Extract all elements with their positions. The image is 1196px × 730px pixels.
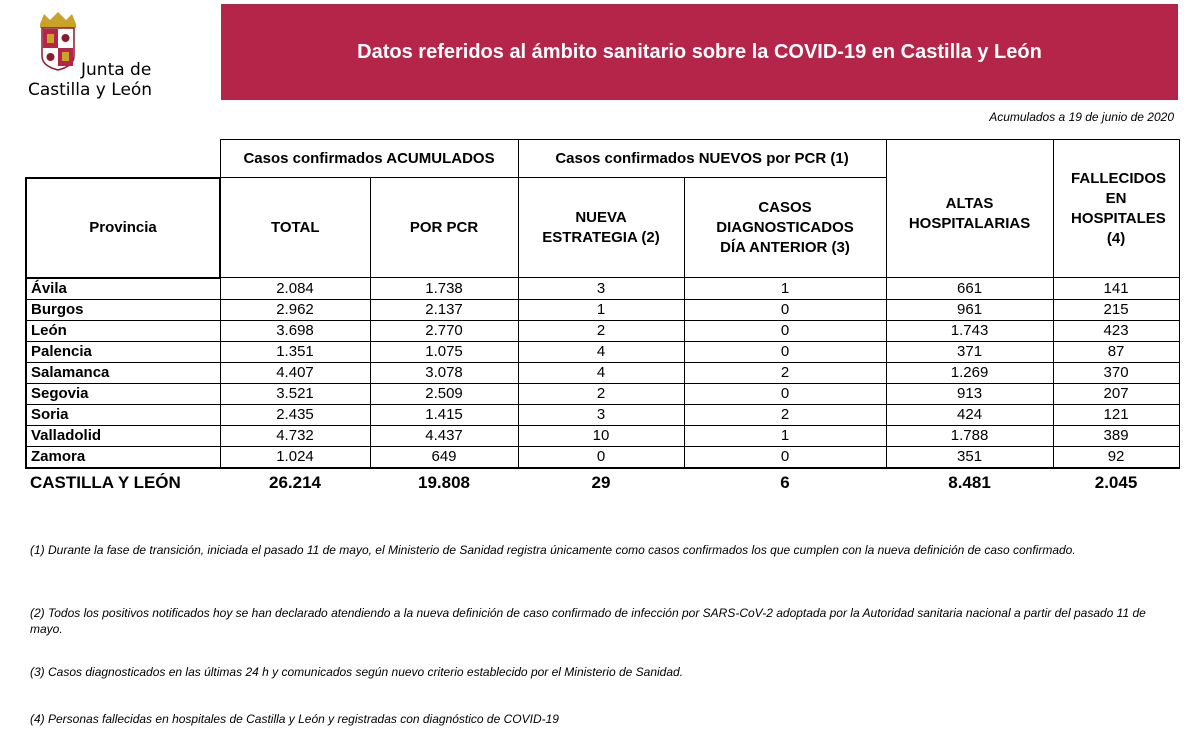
header-group-nuevos: Casos confirmados NUEVOS por PCR (1) — [518, 140, 886, 178]
cell-nueva-estrategia: 0 — [518, 446, 684, 468]
table-row — [26, 320, 1179, 341]
header-provincia: Provincia — [26, 178, 220, 278]
cell-provincia: Soria — [26, 404, 220, 425]
header-casos-dia-anterior: CASOS DIAGNOSTICADOS DÍA ANTERIOR (3) — [684, 178, 886, 278]
cell-fallecidos: 207 — [1053, 383, 1179, 404]
cell-fallecidos: 215 — [1053, 299, 1179, 320]
cell-total: 1.024 — [220, 446, 370, 468]
cell-dia-anterior: 0 — [684, 299, 886, 320]
cell-dia-anterior: 2 — [684, 404, 886, 425]
cell-por-pcr: 2.509 — [370, 383, 518, 404]
cell-total: 4.732 — [220, 425, 370, 446]
cell-provincia: León — [26, 320, 220, 341]
cell-por-pcr: 2.137 — [370, 299, 518, 320]
covid-data-table — [25, 139, 1180, 497]
cell-fallecidos: 389 — [1053, 425, 1179, 446]
total-altas: 8.481 — [886, 468, 1053, 497]
cell-total: 1.351 — [220, 341, 370, 362]
cell-altas: 1.269 — [886, 362, 1053, 383]
table-row — [26, 404, 1179, 425]
footnote-3: (3) Casos diagnosticados en las últimas 24 h y comunicados según nuevo criterio establecido por el Ministerio de Sanidad. — [30, 665, 684, 679]
cell-nueva-estrategia: 4 — [518, 341, 684, 362]
cell-provincia: Valladolid — [26, 425, 220, 446]
total-label: CASTILLA Y LEÓN — [26, 468, 220, 497]
total-dia-anterior: 6 — [684, 468, 886, 497]
cell-por-pcr: 2.770 — [370, 320, 518, 341]
cell-dia-anterior: 0 — [684, 341, 886, 362]
footnote-2: (2) Todos los positivos notificados hoy se han declarado atendiendo a la nueva definición de caso confirmado de infección por SARS-CoV-2 adoptada por la Autoridad sanitaria nacional a partir del pasado 11 de mayo. — [30, 606, 1146, 636]
cell-total: 2.962 — [220, 299, 370, 320]
cell-altas: 961 — [886, 299, 1053, 320]
cell-por-pcr: 649 — [370, 446, 518, 468]
cell-nueva-estrategia: 2 — [518, 320, 684, 341]
cell-altas: 1.788 — [886, 425, 1053, 446]
logo-line-2: Castilla y León — [28, 80, 153, 100]
footnote-1: (1) Durante la fase de transición, iniciada el pasado 11 de mayo, el Ministerio de Sanidad registra únicamente como casos confirmados los que cumplen con la nueva definición de caso confirmado. — [30, 543, 1076, 557]
cell-por-pcr: 4.437 — [370, 425, 518, 446]
total-por-pcr: 19.808 — [370, 468, 518, 497]
cell-por-pcr: 3.078 — [370, 362, 518, 383]
cell-provincia: Palencia — [26, 341, 220, 362]
header-altas: ALTAS HOSPITALARIAS — [886, 140, 1053, 278]
footnote-4: (4) Personas fallecidas en hospitales de Castilla y León y registradas con diagnóstico de COVID-19 — [30, 712, 559, 726]
cell-altas: 913 — [886, 383, 1053, 404]
cell-total: 2.435 — [220, 404, 370, 425]
cell-provincia: Ávila — [26, 278, 220, 300]
cell-total: 2.084 — [220, 278, 370, 300]
total-row — [26, 468, 1179, 497]
date-note: Acumulados a 19 de junio de 2020 — [989, 110, 1174, 124]
cell-nueva-estrategia: 4 — [518, 362, 684, 383]
cell-fallecidos: 87 — [1053, 341, 1179, 362]
header-group-acumulados: Casos confirmados ACUMULADOS — [220, 140, 518, 178]
cell-altas: 1.743 — [886, 320, 1053, 341]
cell-fallecidos: 141 — [1053, 278, 1179, 300]
junta-logo — [26, 10, 186, 100]
cell-altas: 661 — [886, 278, 1053, 300]
total-total: 26.214 — [220, 468, 370, 497]
cell-provincia: Segovia — [26, 383, 220, 404]
cell-total: 3.521 — [220, 383, 370, 404]
cell-dia-anterior: 0 — [684, 446, 886, 468]
title-banner — [221, 4, 1178, 100]
table-row — [26, 299, 1179, 320]
cell-fallecidos: 121 — [1053, 404, 1179, 425]
cell-fallecidos: 92 — [1053, 446, 1179, 468]
header-total: TOTAL — [220, 178, 370, 278]
cell-total: 3.698 — [220, 320, 370, 341]
table-row — [26, 278, 1179, 300]
cell-altas: 371 — [886, 341, 1053, 362]
header-fallecidos: FALLECIDOS EN HOSPITALES (4) — [1053, 140, 1179, 278]
table-row — [26, 425, 1179, 446]
cell-altas: 351 — [886, 446, 1053, 468]
table-row — [26, 446, 1179, 468]
total-nueva-estrategia: 29 — [518, 468, 684, 497]
cell-dia-anterior: 2 — [684, 362, 886, 383]
cell-dia-anterior: 0 — [684, 383, 886, 404]
cell-nueva-estrategia: 2 — [518, 383, 684, 404]
header-empty-cell — [26, 140, 220, 178]
cell-provincia: Zamora — [26, 446, 220, 468]
header-por-pcr: POR PCR — [370, 178, 518, 278]
table-row — [26, 383, 1179, 404]
cell-provincia: Burgos — [26, 299, 220, 320]
cell-nueva-estrategia: 3 — [518, 404, 684, 425]
cell-nueva-estrategia: 3 — [518, 278, 684, 300]
cell-fallecidos: 370 — [1053, 362, 1179, 383]
cell-por-pcr: 1.415 — [370, 404, 518, 425]
table-row — [26, 341, 1179, 362]
page-title: Datos referidos al ámbito sanitario sobre la COVID-19 en Castilla y León — [357, 40, 1042, 63]
cell-nueva-estrategia: 10 — [518, 425, 684, 446]
cell-dia-anterior: 0 — [684, 320, 886, 341]
table-row — [26, 362, 1179, 383]
cell-total: 4.407 — [220, 362, 370, 383]
cell-nueva-estrategia: 1 — [518, 299, 684, 320]
logo-line-1: Junta de — [81, 60, 152, 80]
cell-por-pcr: 1.075 — [370, 341, 518, 362]
cell-provincia: Salamanca — [26, 362, 220, 383]
cell-por-pcr: 1.738 — [370, 278, 518, 300]
cell-dia-anterior: 1 — [684, 278, 886, 300]
cell-dia-anterior: 1 — [684, 425, 886, 446]
cell-altas: 424 — [886, 404, 1053, 425]
header-nueva-estrategia: NUEVA ESTRATEGIA (2) — [518, 178, 684, 278]
cell-fallecidos: 423 — [1053, 320, 1179, 341]
total-fallecidos: 2.045 — [1053, 468, 1179, 497]
